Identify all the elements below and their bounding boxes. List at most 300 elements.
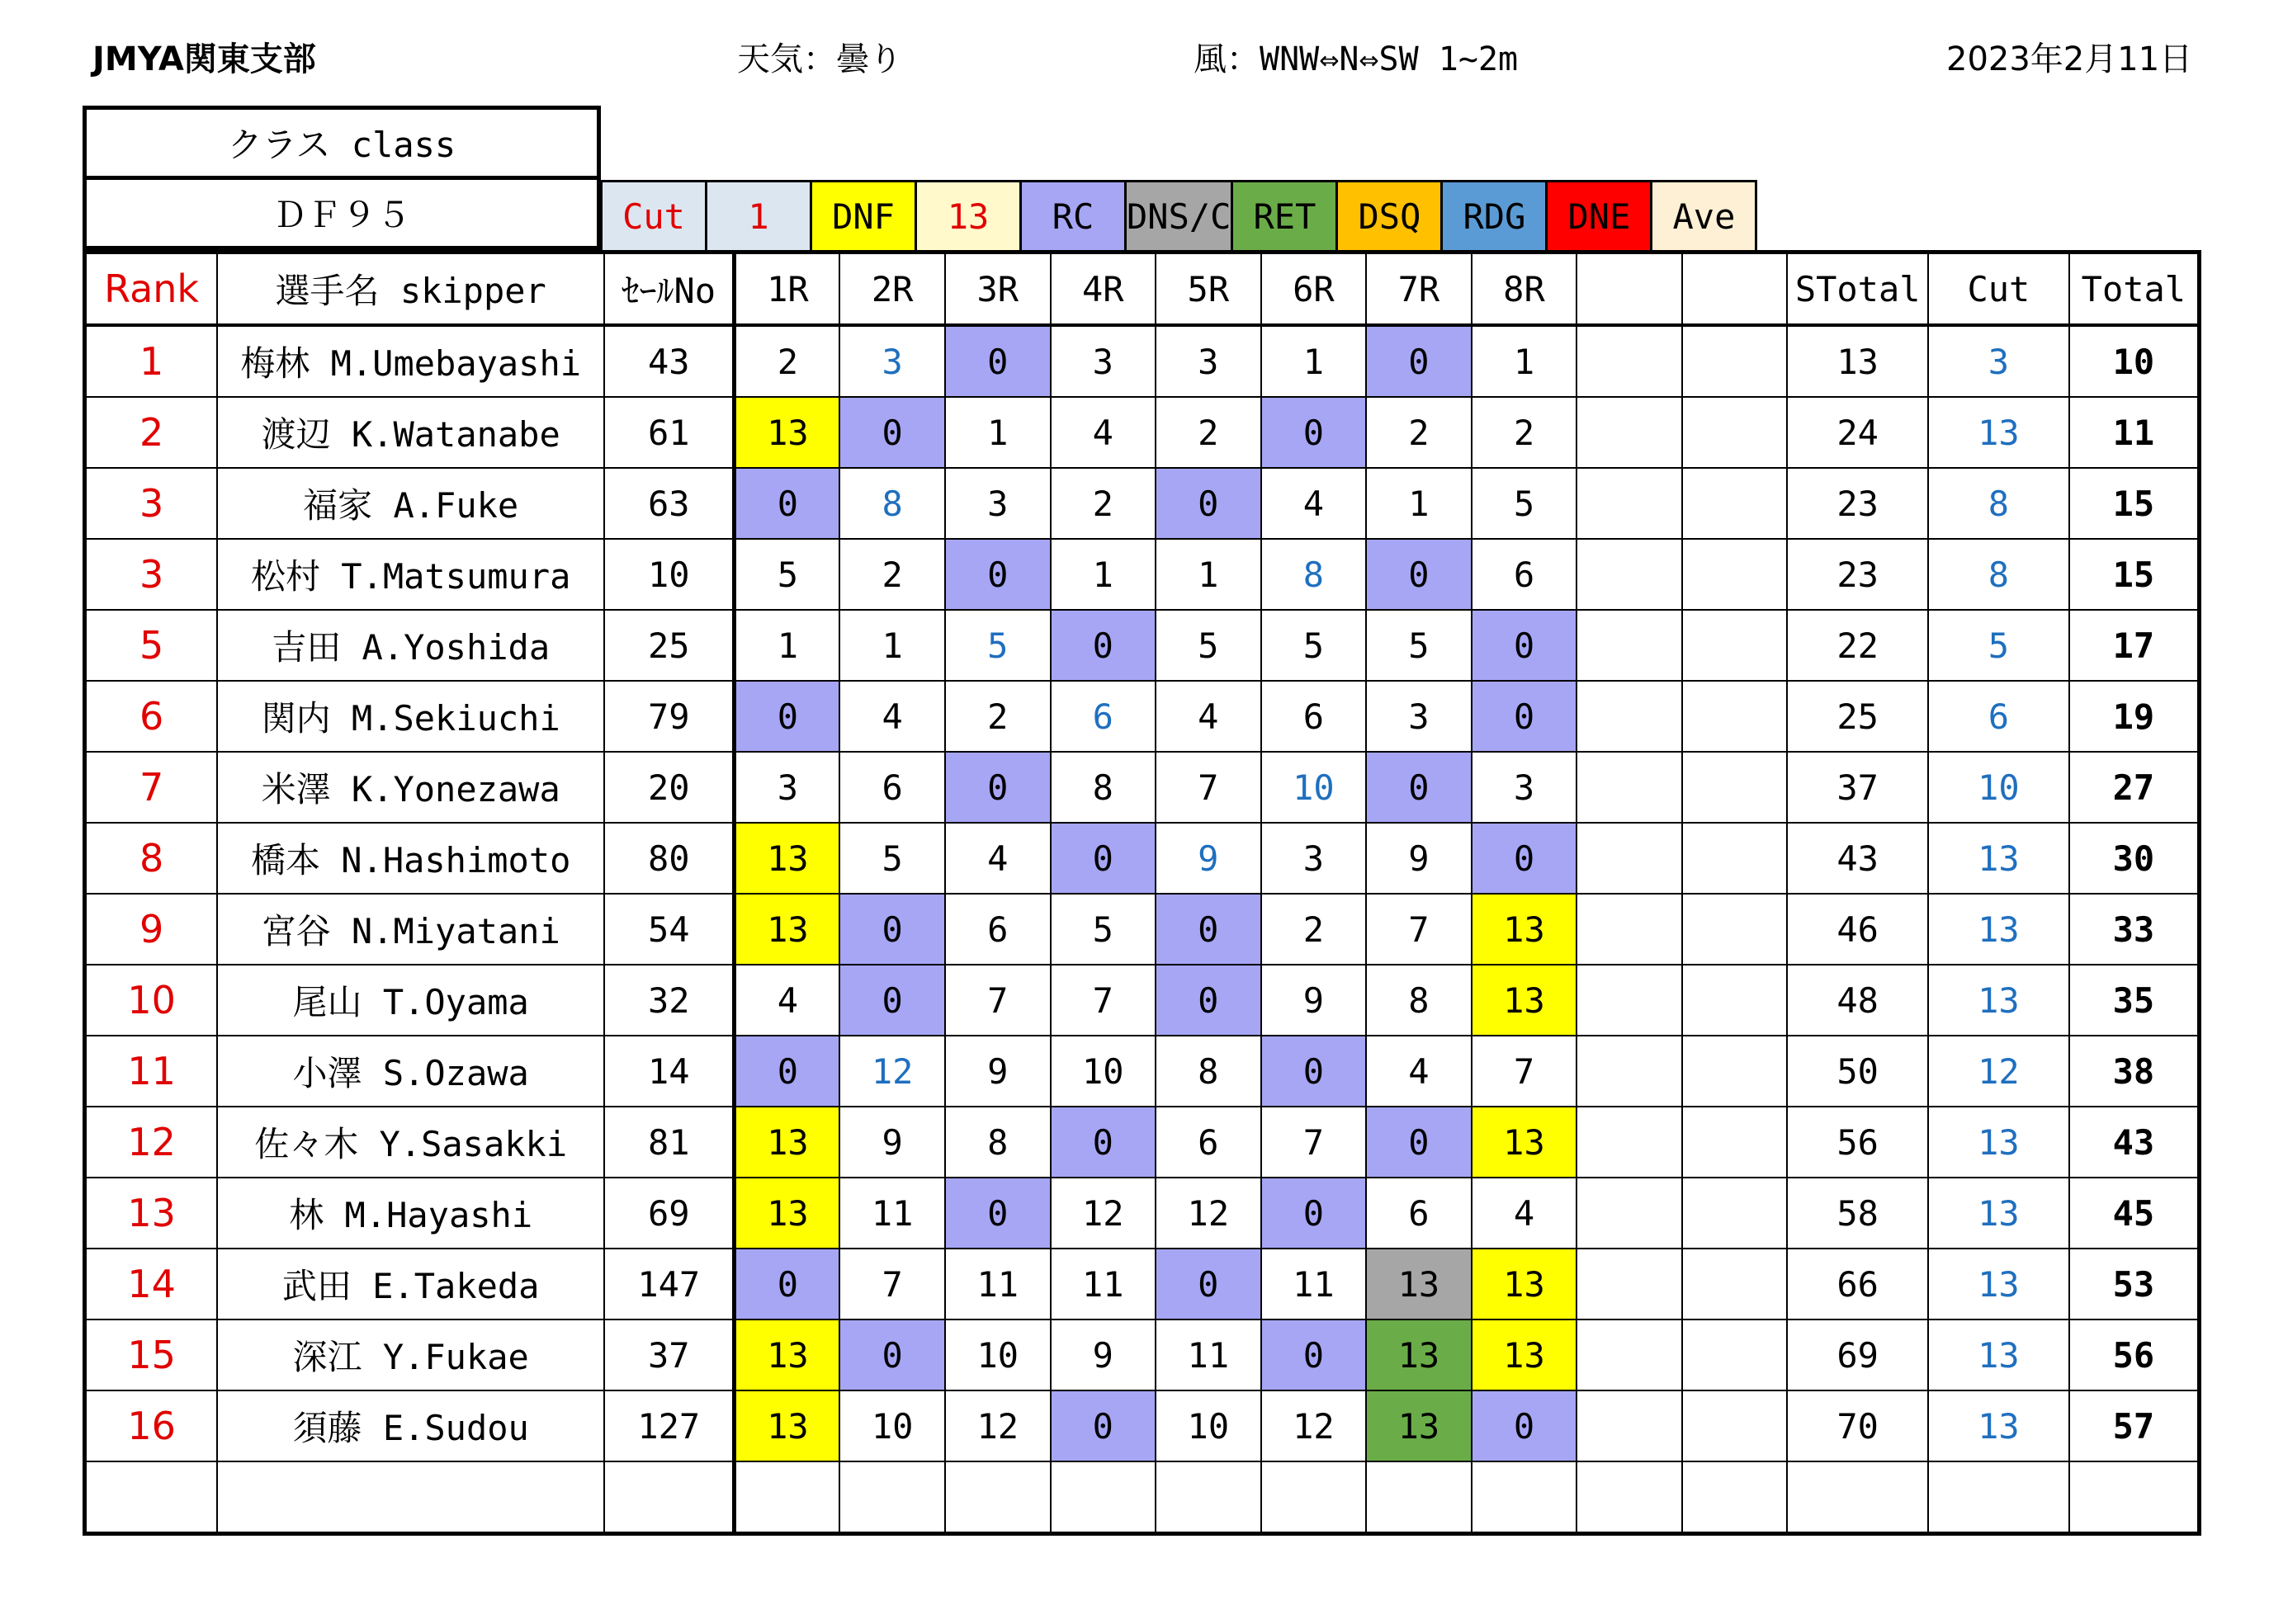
score-cell: 10 [1051, 1036, 1156, 1107]
stotal-cell: 22 [1787, 610, 1928, 681]
rank-cell: 10 [85, 965, 218, 1036]
empty-race-cell [1576, 1320, 1682, 1390]
score-cell: 13 [735, 894, 840, 965]
rank-cell: 6 [85, 681, 218, 752]
table-row [85, 1178, 2200, 1249]
score-cell: 7 [1261, 1107, 1367, 1178]
stotal-cell: 23 [1787, 468, 1928, 539]
total-cell: 38 [2069, 1036, 2200, 1107]
empty-cell [735, 1461, 840, 1534]
empty-cell [85, 1461, 218, 1534]
score-cell: 3 [1366, 681, 1472, 752]
cut-cell: 10 [1928, 752, 2069, 823]
score-cell: 5 [1261, 610, 1367, 681]
score-cell: 6 [945, 894, 1051, 965]
table-row [85, 397, 2200, 468]
score-cell: 11 [1156, 1320, 1261, 1390]
total-cell: 27 [2069, 752, 2200, 823]
stotal-cell: 50 [1787, 1036, 1928, 1107]
race-header-6: 6R [1261, 253, 1367, 326]
legend-item: DNS/C [1126, 182, 1232, 252]
legend-item: DSQ [1337, 182, 1442, 252]
race-header-1: 1R [735, 253, 840, 326]
organization-label: JMYA関東支部 [92, 40, 316, 78]
score-cell: 9 [1261, 965, 1367, 1036]
empty-race-cell [1682, 1320, 1788, 1390]
empty-race-cell [1576, 894, 1682, 965]
score-cell: 4 [1051, 397, 1156, 468]
score-cell: 0 [945, 325, 1051, 397]
score-cell: 13 [735, 823, 840, 894]
empty-cell [2069, 1461, 2200, 1534]
skipper-cell: 林 M.Hayashi [217, 1178, 604, 1249]
score-cell: 8 [1156, 1036, 1261, 1107]
score-cell: 4 [839, 681, 945, 752]
empty-cell [1366, 1461, 1472, 1534]
score-cell: 12 [1051, 1178, 1156, 1249]
sail-no-cell: 79 [604, 681, 735, 752]
score-cell: 13 [735, 1320, 840, 1390]
score-cell: 4 [1261, 468, 1367, 539]
stotal-cell: 66 [1787, 1249, 1928, 1320]
total-cell: 45 [2069, 1178, 2200, 1249]
sail-no-cell: 127 [604, 1390, 735, 1461]
cut-cell: 3 [1928, 325, 2069, 397]
rank-header: Rank [85, 253, 218, 326]
score-cell: 0 [839, 1320, 945, 1390]
score-cell: 5 [1156, 610, 1261, 681]
empty-cell [1682, 1461, 1788, 1534]
score-cell: 2 [839, 539, 945, 610]
legend-item: Ave [1652, 182, 1756, 252]
score-cell: 2 [1156, 397, 1261, 468]
score-cell: 11 [839, 1178, 945, 1249]
score-cell: 13 [1366, 1390, 1472, 1461]
score-cell: 7 [1156, 752, 1261, 823]
score-legend [600, 180, 1757, 253]
score-cell: 7 [839, 1249, 945, 1320]
rank-cell: 16 [85, 1390, 218, 1461]
empty-race-cell [1682, 681, 1788, 752]
score-cell: 13 [1472, 894, 1577, 965]
race-header-4: 4R [1051, 253, 1156, 326]
score-cell: 5 [1366, 610, 1472, 681]
empty-race-cell [1576, 965, 1682, 1036]
score-cell: 0 [735, 681, 840, 752]
score-cell: 8 [1261, 539, 1367, 610]
stotal-cell: 43 [1787, 823, 1928, 894]
score-cell: 11 [945, 1249, 1051, 1320]
weather-label: 天気：曇り [737, 40, 902, 78]
stotal-cell: 69 [1787, 1320, 1928, 1390]
score-cell: 8 [1051, 752, 1156, 823]
empty-race-cell [1576, 539, 1682, 610]
score-cell: 6 [1156, 1107, 1261, 1178]
score-cell: 8 [839, 468, 945, 539]
score-cell: 0 [1366, 752, 1472, 823]
score-cell: 3 [1156, 325, 1261, 397]
empty-race-cell [1682, 539, 1788, 610]
score-cell: 9 [839, 1107, 945, 1178]
score-cell: 1 [1472, 325, 1577, 397]
sail-no-cell: 54 [604, 894, 735, 965]
empty-race-cell [1682, 894, 1788, 965]
score-cell: 6 [1051, 681, 1156, 752]
sail-no-cell: 80 [604, 823, 735, 894]
score-cell: 9 [1366, 823, 1472, 894]
score-cell: 0 [1051, 1107, 1156, 1178]
empty-race-cell [1682, 1107, 1788, 1178]
score-cell: 3 [735, 752, 840, 823]
cut-cell: 13 [1928, 397, 2069, 468]
table-row [85, 468, 2200, 539]
skipper-header: 選手名 skipper [217, 253, 604, 326]
skipper-cell: 橋本 N.Hashimoto [217, 823, 604, 894]
race-header-8: 8R [1472, 253, 1577, 326]
empty-race-cell [1576, 1036, 1682, 1107]
score-cell: 13 [1366, 1249, 1472, 1320]
cut-header: Cut [1928, 253, 2069, 326]
empty-race-cell [1682, 468, 1788, 539]
score-cell: 5 [735, 539, 840, 610]
score-cell: 12 [1156, 1178, 1261, 1249]
table-row [85, 965, 2200, 1036]
score-cell: 2 [1051, 468, 1156, 539]
stotal-cell: 25 [1787, 681, 1928, 752]
cut-cell: 13 [1928, 965, 2069, 1036]
empty-row [85, 1461, 2200, 1534]
total-cell: 17 [2069, 610, 2200, 681]
score-cell: 13 [1472, 1249, 1577, 1320]
empty-race-cell [1576, 1178, 1682, 1249]
score-cell: 13 [1472, 965, 1577, 1036]
empty-race-cell [1576, 752, 1682, 823]
legend-item: DNE [1547, 182, 1652, 252]
wind-label: 風：WNW⇔N⇔SW 1~2m [1194, 40, 1519, 78]
table-row [85, 823, 2200, 894]
table-row [85, 1390, 2200, 1461]
sail-no-cell: 25 [604, 610, 735, 681]
rank-cell: 9 [85, 894, 218, 965]
score-cell: 1 [1051, 539, 1156, 610]
score-cell: 10 [839, 1390, 945, 1461]
score-cell: 1 [839, 610, 945, 681]
empty-race-cell [1682, 325, 1788, 397]
skipper-cell: 松村 T.Matsumura [217, 539, 604, 610]
empty-race-cell [1576, 1249, 1682, 1320]
total-cell: 53 [2069, 1249, 2200, 1320]
score-cell: 10 [1156, 1390, 1261, 1461]
cut-cell: 13 [1928, 1390, 2069, 1461]
score-cell: 5 [839, 823, 945, 894]
total-cell: 11 [2069, 397, 2200, 468]
score-cell: 13 [735, 1107, 840, 1178]
score-cell: 1 [735, 610, 840, 681]
score-cell: 0 [735, 1249, 840, 1320]
rank-cell: 1 [85, 325, 218, 397]
rank-cell: 3 [85, 539, 218, 610]
score-cell: 0 [1366, 1107, 1472, 1178]
legend-item: DNF [811, 182, 916, 252]
score-cell: 13 [1472, 1107, 1577, 1178]
score-cell: 9 [1156, 823, 1261, 894]
total-cell: 56 [2069, 1320, 2200, 1390]
empty-race-cell [1576, 610, 1682, 681]
legend-item: RDG [1442, 182, 1547, 252]
score-cell: 1 [945, 397, 1051, 468]
score-cell: 3 [1472, 752, 1577, 823]
skipper-cell: 小澤 S.Ozawa [217, 1036, 604, 1107]
score-cell: 3 [839, 325, 945, 397]
score-cell: 0 [1051, 610, 1156, 681]
empty-race-cell [1682, 610, 1788, 681]
total-cell: 35 [2069, 965, 2200, 1036]
race-header-5: 5R [1156, 253, 1261, 326]
race-header-3: 3R [945, 253, 1051, 326]
rank-cell: 8 [85, 823, 218, 894]
score-cell: 0 [839, 965, 945, 1036]
score-cell: 2 [1366, 397, 1472, 468]
score-cell: 5 [945, 610, 1051, 681]
total-cell: 30 [2069, 823, 2200, 894]
total-cell: 43 [2069, 1107, 2200, 1178]
table-row [85, 325, 2200, 397]
sail-no-cell: 10 [604, 539, 735, 610]
race-header-9 [1576, 253, 1682, 326]
score-cell: 2 [1261, 894, 1367, 965]
cut-cell: 13 [1928, 1107, 2069, 1178]
skipper-cell: 宮谷 N.Miyatani [217, 894, 604, 965]
rank-cell: 12 [85, 1107, 218, 1178]
rank-cell: 7 [85, 752, 218, 823]
score-cell: 12 [839, 1036, 945, 1107]
rank-cell: 11 [85, 1036, 218, 1107]
stotal-cell: 48 [1787, 965, 1928, 1036]
total-cell: 15 [2069, 468, 2200, 539]
sail-no-cell: 37 [604, 1320, 735, 1390]
score-cell: 0 [735, 1036, 840, 1107]
score-cell: 3 [1261, 823, 1367, 894]
score-cell: 0 [1366, 325, 1472, 397]
score-cell: 10 [1261, 752, 1367, 823]
skipper-cell: 吉田 A.Yoshida [217, 610, 604, 681]
legend-item: RC [1021, 182, 1126, 252]
score-cell: 0 [1051, 1390, 1156, 1461]
table-row [85, 610, 2200, 681]
stotal-header: STotal [1787, 253, 1928, 326]
score-cell: 0 [1261, 1036, 1367, 1107]
table-row [85, 752, 2200, 823]
cut-cell: 8 [1928, 468, 2069, 539]
score-cell: 2 [1472, 397, 1577, 468]
score-cell: 4 [1472, 1178, 1577, 1249]
empty-race-cell [1682, 965, 1788, 1036]
empty-race-cell [1682, 1036, 1788, 1107]
score-cell: 12 [945, 1390, 1051, 1461]
skipper-cell: 須藤 E.Sudou [217, 1390, 604, 1461]
score-cell: 0 [1156, 965, 1261, 1036]
empty-race-cell [1576, 468, 1682, 539]
legend-item: 13 [916, 182, 1021, 252]
score-cell: 0 [945, 752, 1051, 823]
score-cell: 11 [1261, 1249, 1367, 1320]
empty-cell [1051, 1461, 1156, 1534]
score-cell: 6 [1261, 681, 1367, 752]
score-cell: 8 [1366, 965, 1472, 1036]
empty-race-cell [1682, 823, 1788, 894]
stotal-cell: 58 [1787, 1178, 1928, 1249]
empty-race-cell [1576, 681, 1682, 752]
score-cell: 0 [945, 539, 1051, 610]
score-cell: 3 [1051, 325, 1156, 397]
stotal-cell: 37 [1787, 752, 1928, 823]
score-cell: 0 [839, 894, 945, 965]
empty-cell [945, 1461, 1051, 1534]
empty-race-cell [1682, 1178, 1788, 1249]
score-cell: 0 [1472, 1390, 1577, 1461]
empty-cell [1787, 1461, 1928, 1534]
table-row [85, 1249, 2200, 1320]
sail-no-cell: 147 [604, 1249, 735, 1320]
empty-cell [604, 1461, 735, 1534]
skipper-cell: 米澤 K.Yonezawa [217, 752, 604, 823]
score-cell: 6 [839, 752, 945, 823]
sail-no-cell: 81 [604, 1107, 735, 1178]
score-cell: 0 [1156, 468, 1261, 539]
skipper-cell: 渡辺 K.Watanabe [217, 397, 604, 468]
score-cell: 1 [1261, 325, 1367, 397]
score-cell: 13 [735, 1178, 840, 1249]
score-cell: 0 [1366, 539, 1472, 610]
score-cell: 8 [945, 1107, 1051, 1178]
rank-cell: 2 [85, 397, 218, 468]
skipper-cell: 福家 A.Fuke [217, 468, 604, 539]
table-row [85, 681, 2200, 752]
score-cell: 0 [1261, 1320, 1367, 1390]
stotal-cell: 24 [1787, 397, 1928, 468]
rank-cell: 5 [85, 610, 218, 681]
score-cell: 0 [1156, 894, 1261, 965]
total-cell: 10 [2069, 325, 2200, 397]
empty-cell [1928, 1461, 2069, 1534]
class-value: ＤＦ９５ [85, 178, 599, 248]
sail-no-cell: 20 [604, 752, 735, 823]
sail-no-cell: 32 [604, 965, 735, 1036]
score-cell: 13 [735, 397, 840, 468]
score-cell: 7 [1472, 1036, 1577, 1107]
score-cell: 12 [1261, 1390, 1367, 1461]
rank-cell: 14 [85, 1249, 218, 1320]
table-row [85, 1036, 2200, 1107]
sail-no-cell: 43 [604, 325, 735, 397]
skipper-cell: 尾山 T.Oyama [217, 965, 604, 1036]
empty-race-cell [1576, 1390, 1682, 1461]
score-cell: 2 [735, 325, 840, 397]
sail-no-cell: 69 [604, 1178, 735, 1249]
rank-cell: 3 [85, 468, 218, 539]
empty-race-cell [1576, 397, 1682, 468]
score-cell: 0 [1261, 397, 1367, 468]
race-header-10 [1682, 253, 1788, 326]
score-cell: 0 [1261, 1178, 1367, 1249]
rank-cell: 13 [85, 1178, 218, 1249]
skipper-cell: 武田 E.Takeda [217, 1249, 604, 1320]
cut-cell: 13 [1928, 1249, 2069, 1320]
skipper-cell: 深江 Y.Fukae [217, 1320, 604, 1390]
score-cell: 6 [1472, 539, 1577, 610]
total-cell: 19 [2069, 681, 2200, 752]
cut-cell: 6 [1928, 681, 2069, 752]
results-table [83, 250, 2201, 1536]
cut-cell: 13 [1928, 1320, 2069, 1390]
stotal-cell: 70 [1787, 1390, 1928, 1461]
table-row [85, 1107, 2200, 1178]
score-cell: 6 [1366, 1178, 1472, 1249]
cut-cell: 13 [1928, 1178, 2069, 1249]
score-cell: 1 [1156, 539, 1261, 610]
score-cell: 9 [1051, 1320, 1156, 1390]
skipper-cell: 梅林 M.Umebayashi [217, 325, 604, 397]
stotal-cell: 56 [1787, 1107, 1928, 1178]
score-cell: 10 [945, 1320, 1051, 1390]
legend-item: Cut [602, 182, 707, 252]
class-label: クラス class [85, 108, 599, 178]
score-cell: 0 [735, 468, 840, 539]
score-cell: 4 [945, 823, 1051, 894]
empty-race-cell [1576, 325, 1682, 397]
score-cell: 3 [945, 468, 1051, 539]
score-cell: 0 [839, 397, 945, 468]
score-cell: 0 [1472, 823, 1577, 894]
score-cell: 4 [1156, 681, 1261, 752]
stotal-cell: 23 [1787, 539, 1928, 610]
sail-no-cell: 63 [604, 468, 735, 539]
cut-cell: 12 [1928, 1036, 2069, 1107]
total-header: Total [2069, 253, 2200, 326]
empty-cell [217, 1461, 604, 1534]
date-label: 2023年2月11日 [1946, 40, 2193, 78]
class-box [83, 106, 601, 250]
rank-cell: 15 [85, 1320, 218, 1390]
cut-cell: 13 [1928, 894, 2069, 965]
score-cell: 7 [945, 965, 1051, 1036]
score-cell: 5 [1472, 468, 1577, 539]
empty-cell [1576, 1461, 1682, 1534]
empty-cell [1261, 1461, 1367, 1534]
legend-item: RET [1232, 182, 1337, 252]
score-cell: 5 [1051, 894, 1156, 965]
sail-no-cell: 61 [604, 397, 735, 468]
score-cell: 13 [1472, 1320, 1577, 1390]
race-header-7: 7R [1366, 253, 1472, 326]
total-cell: 33 [2069, 894, 2200, 965]
stotal-cell: 13 [1787, 325, 1928, 397]
empty-race-cell [1576, 1107, 1682, 1178]
empty-cell [1156, 1461, 1261, 1534]
legend-item: 1 [707, 182, 811, 252]
score-cell: 13 [735, 1390, 840, 1461]
empty-race-cell [1576, 823, 1682, 894]
score-cell: 2 [945, 681, 1051, 752]
score-cell: 0 [1051, 823, 1156, 894]
skipper-cell: 佐々木 Y.Sasakki [217, 1107, 604, 1178]
empty-race-cell [1682, 1249, 1788, 1320]
cut-cell: 8 [1928, 539, 2069, 610]
score-cell: 0 [1472, 681, 1577, 752]
cut-cell: 5 [1928, 610, 2069, 681]
table-row [85, 1320, 2200, 1390]
sail-no-header: ｾｰﾙNo [604, 253, 735, 326]
